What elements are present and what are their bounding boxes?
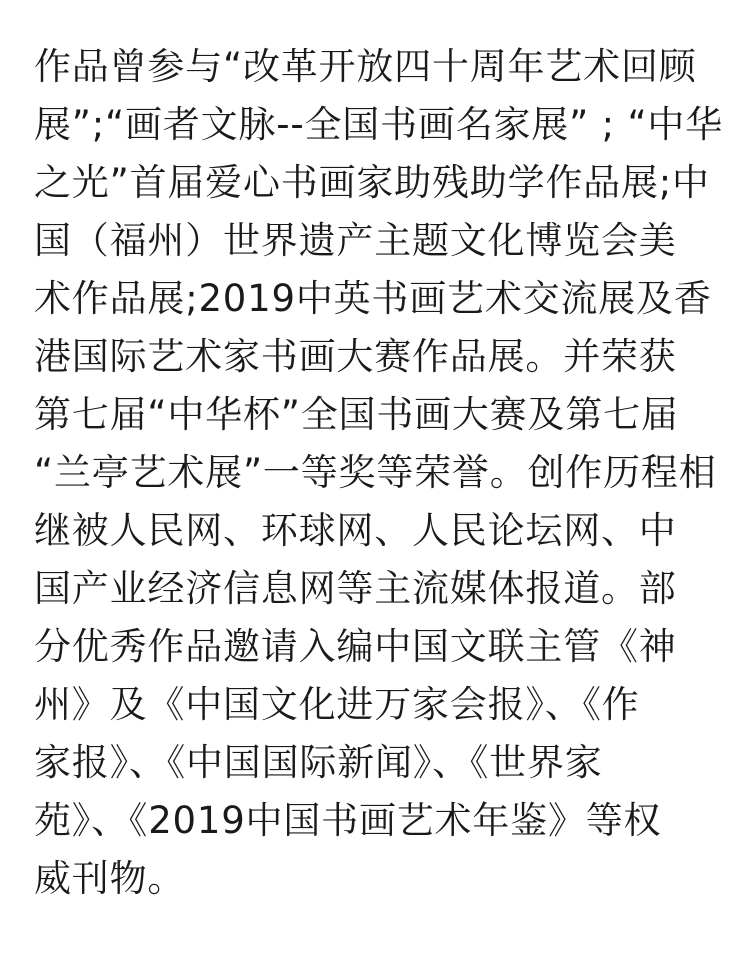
text-line: 展”;“画者文脉--全国书画名家展” ; “中华: [34, 103, 724, 146]
text-line: 港国际艺术家书画大赛作品展。并荣获: [34, 335, 677, 378]
text-line: 苑》、《2019中国书画艺术年鉴》等权: [34, 799, 662, 842]
text-line: 国产业经济信息网等主流媒体报道。部: [34, 567, 677, 610]
text-line: 术作品展;2019中英书画艺术交流展及香: [34, 277, 712, 320]
text-line: 之光”首届爱心书画家助残助学作品展;中: [34, 161, 710, 204]
text-line: 国（福州）世界遗产主题文化博览会美: [34, 219, 677, 262]
text-line: 第七届“中华杯”全国书画大赛及第七届: [34, 393, 679, 436]
text-line: 作品曾参与“改革开放四十周年艺术回顾: [34, 45, 697, 88]
text-line: “兰亭艺术展”一等奖等荣誉。创作历程相: [34, 451, 717, 494]
text-line: 州》及《中国文化进万家会报》、《作: [34, 683, 640, 726]
text-line: 分优秀作品邀请入编中国文联主管《神: [34, 625, 677, 668]
text-line: 威刊物。: [34, 857, 186, 900]
text-line: 家报》、《中国国际新闻》、《世界家: [34, 741, 603, 784]
article-text: [34, 38, 724, 908]
text-line: 继被人民网、环球网、人民论坛网、中: [34, 509, 677, 552]
